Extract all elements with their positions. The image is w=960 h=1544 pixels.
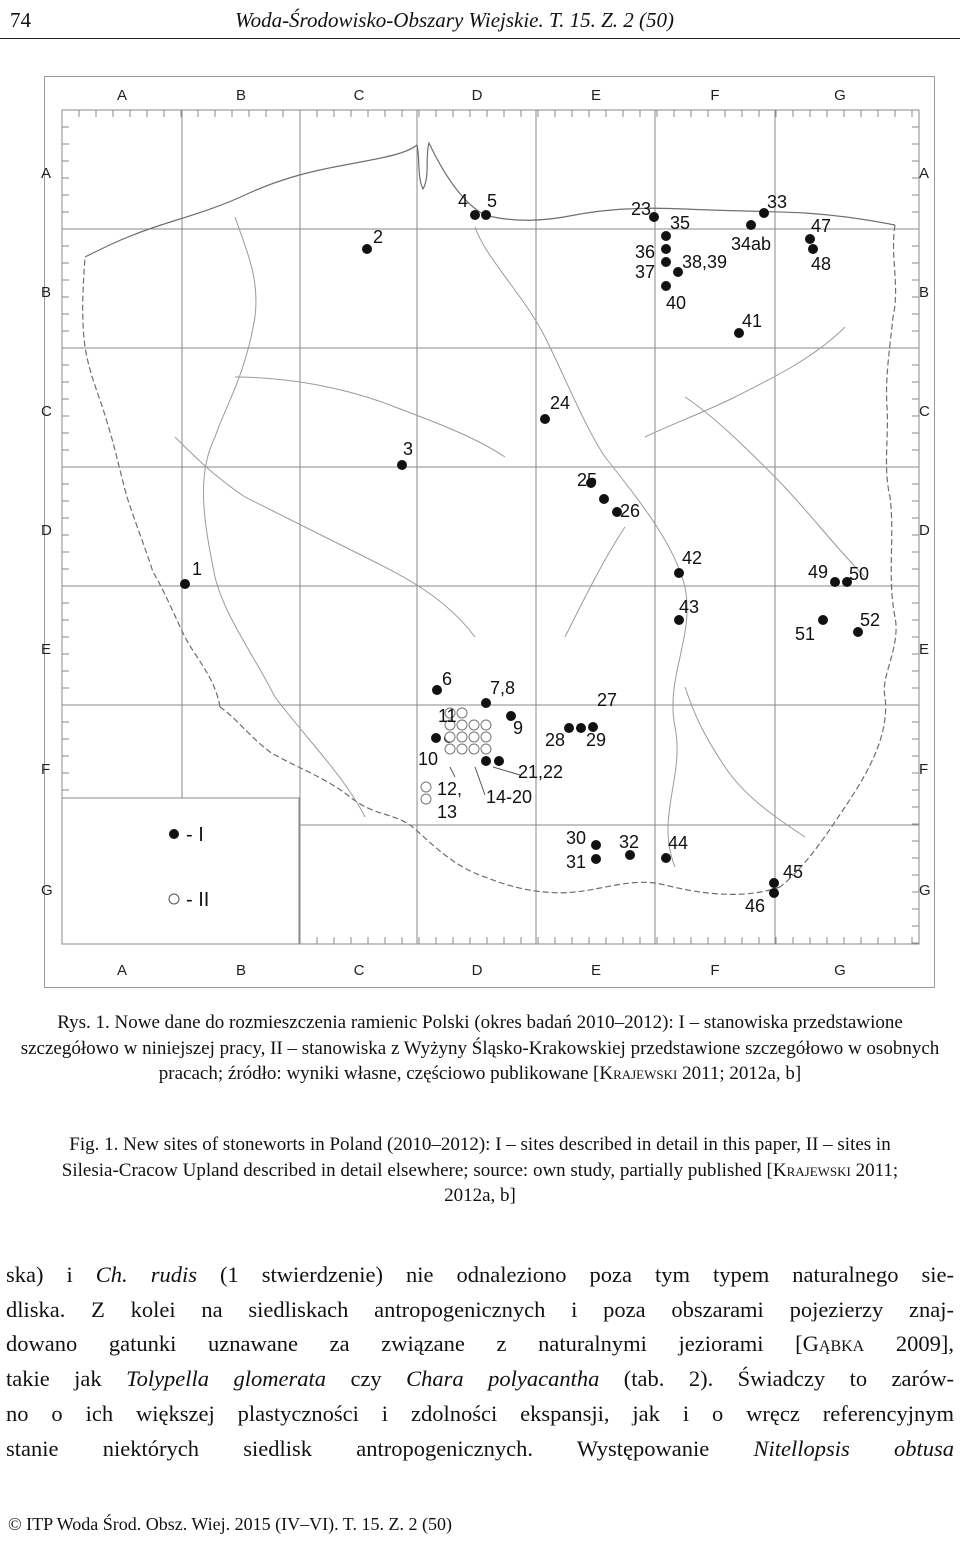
row-letter-right: E (919, 641, 930, 658)
site-label: 48 (811, 254, 832, 274)
journal-title: Woda-Środowisko-Obszary Wiejskie. T. 15. Z. 2 (50) (235, 8, 675, 32)
site-label: 1 (192, 559, 203, 579)
col-letter-bottom: C (353, 962, 365, 979)
site-marker-type-i (180, 579, 190, 589)
site-label: 40 (666, 293, 687, 313)
col-letter-top: C (353, 87, 365, 104)
river-san (685, 687, 805, 837)
site-marker-type-i (540, 414, 550, 424)
site-marker-type-i (362, 244, 372, 254)
site-label: 13 (437, 802, 458, 822)
site-marker-type-i (769, 878, 779, 888)
site-marker-type-ii (457, 732, 467, 742)
body-line-2: dliska. Z kolei na siedliskach antropogenicznych i poza obszarami pojezierzy znaj- (6, 1296, 954, 1322)
site-label: 27 (597, 690, 618, 710)
site-label: 24 (550, 393, 571, 413)
col-letter-top: B (235, 87, 247, 104)
site-label: 42 (682, 548, 703, 568)
page-header (0, 0, 960, 39)
body-line-5: no o ich większej plastyczności i zdolności ekspansji, jak i o wręcz referencyjnym (6, 1400, 954, 1426)
site-label: 2 (373, 227, 384, 247)
site-marker-type-ii (469, 744, 479, 754)
caption-en-text: New sites of stoneworts in Poland (2010–2012): I – sites described in detail in this paper, II – sites in Silesia-Cracow Upland described in detail elsewhere; source: own study, partially published [ (61, 1134, 891, 1181)
site-marker-type-i (661, 281, 671, 291)
site-marker-type-i (661, 244, 671, 254)
site-label: 37 (635, 262, 656, 282)
site-label: 41 (742, 311, 763, 331)
body-line-1: ska) i Ch. rudis (1 stwierdzenie) nie odnaleziono poza tym typem naturalnego sie- (6, 1262, 954, 1287)
col-letter-top: F (710, 87, 720, 104)
page-number: 74 (10, 8, 31, 32)
site-label: 9 (513, 718, 524, 738)
site-label: 46 (745, 896, 766, 916)
site-label: 30 (566, 828, 587, 848)
site-label: 23 (631, 199, 652, 219)
leader-line (493, 767, 520, 775)
legend-label-type-i: - I (186, 824, 204, 846)
col-letter-bottom: G (834, 962, 846, 979)
site-label: 32 (619, 832, 640, 852)
site-label: 21,22 (518, 762, 564, 782)
row-letter-right: B (919, 284, 930, 301)
site-label: 25 (577, 470, 598, 490)
row-letter-right: F (919, 761, 929, 778)
row-letter-right: G (919, 882, 931, 899)
site-label: 36 (635, 242, 656, 262)
caption-en-label: Fig. 1. (69, 1134, 119, 1155)
caption-pl-label: Rys. 1. (57, 1012, 110, 1033)
site-marker-type-ii (469, 720, 479, 730)
site-marker-type-i (599, 494, 609, 504)
site-marker-type-i (746, 220, 756, 230)
site-marker-type-i (830, 577, 840, 587)
site-marker-type-i (591, 854, 601, 864)
site-label: 51 (795, 624, 816, 644)
site-marker-type-ii (421, 794, 431, 804)
body-line-3: dowano gatunki uznawane za związane z naturalnymi jeziorami [Gąbka 2009], (6, 1331, 954, 1357)
site-marker-type-ii (469, 732, 479, 742)
site-label: 35 (670, 213, 691, 233)
site-marker-type-i (576, 723, 586, 733)
copyright-footer: © ITP Woda Środ. Obsz. Wiej. 2015 (IV–VI). T. 15. Z. 2 (50) (8, 1514, 452, 1534)
river-narew (645, 327, 845, 437)
site-marker-type-i (591, 840, 601, 850)
river-notec (235, 377, 505, 457)
eastern-border (780, 225, 896, 887)
site-marker-type-i (818, 615, 828, 625)
site-marker-type-i (481, 756, 491, 766)
site-marker-type-i (481, 698, 491, 708)
site-label: 31 (566, 852, 587, 872)
body-text (6, 1258, 954, 1466)
caption-en-author: Krajewski (772, 1159, 851, 1181)
site-marker-type-i (432, 685, 442, 695)
row-letter-left: B (41, 284, 52, 301)
site-label: 11 (438, 706, 457, 726)
col-letter-bottom: F (710, 962, 720, 979)
row-letter-left: A (41, 165, 52, 182)
col-letter-top: D (471, 87, 483, 104)
site-marker-type-ii (481, 732, 491, 742)
caption-pl-author: Krajewski (599, 1063, 678, 1084)
row-letter-left: F (41, 761, 51, 778)
row-letter-left: E (41, 641, 52, 658)
site-label: 52 (860, 610, 881, 630)
caption-pl (0, 1010, 960, 1087)
legend-marker-filled (169, 829, 179, 839)
site-label: 50 (849, 564, 870, 584)
leader-line (450, 767, 455, 777)
site-marker-type-i (397, 460, 407, 470)
site-label: 3 (403, 439, 414, 459)
body-line-6: stanie niektórych siedlisk antropogenicznych. Występowanie Nitellopsis obtusa (6, 1435, 954, 1461)
row-letter-right: A (919, 165, 930, 182)
col-letter-top: E (590, 87, 602, 104)
site-label: 43 (679, 597, 700, 617)
site-marker-type-i (564, 723, 574, 733)
site-marker-type-ii (445, 744, 455, 754)
caption-en-refs: 2011; 2012a, b] (444, 1159, 899, 1206)
site-label: 45 (783, 862, 804, 882)
site-marker-type-i (808, 244, 818, 254)
site-marker-type-ii (445, 732, 455, 742)
western-border (83, 257, 220, 707)
site-label: 10 (418, 749, 439, 769)
site-marker-type-i (769, 888, 779, 898)
row-letter-left: D (41, 522, 52, 539)
site-marker-type-i (431, 733, 441, 743)
site-label: 12, (437, 779, 463, 799)
site-label: 5 (487, 191, 498, 211)
distribution-map (41, 77, 936, 989)
legend-marker-open (169, 894, 179, 904)
row-letter-right: D (919, 522, 930, 539)
body-line-4: takie jak Tolypella glomerata czy Chara polyacantha (tab. 2). Świadczy to zarów- (6, 1366, 955, 1392)
site-marker-type-ii (481, 744, 491, 754)
site-label: 7,8 (490, 678, 516, 698)
site-label: 38,39 (682, 252, 728, 272)
site-marker-type-ii (457, 720, 467, 730)
row-letter-left: G (41, 882, 53, 899)
site-label: 14-20 (486, 787, 533, 807)
site-marker-type-ii (457, 744, 467, 754)
site-label: 26 (620, 501, 641, 521)
site-marker-type-i (661, 853, 671, 863)
site-marker-type-i (481, 210, 491, 220)
site-marker-type-i (674, 568, 684, 578)
col-letter-bottom: B (235, 962, 247, 979)
map-figure (41, 76, 935, 988)
row-letter-left: C (41, 403, 52, 420)
legend-label-type-ii: - II (186, 889, 210, 911)
site-label: 34ab (731, 234, 772, 254)
site-label: 49 (808, 562, 829, 582)
site-marker-type-i (494, 756, 504, 766)
col-letter-bottom: A (116, 962, 128, 979)
river-pilica (565, 527, 625, 637)
site-marker-type-ii (481, 720, 491, 730)
caption-pl-refs: 2011; 2012a, b] (677, 1063, 802, 1084)
caption-en (0, 1132, 960, 1209)
row-letter-right: C (919, 403, 930, 420)
legend (62, 798, 299, 944)
site-label: 29 (586, 730, 607, 750)
site-marker-type-ii (421, 782, 431, 792)
site-label: 44 (668, 833, 689, 853)
leader-line (475, 767, 485, 795)
site-marker-type-i (470, 210, 480, 220)
site-label: 47 (811, 216, 832, 236)
site-marker-type-ii (457, 708, 467, 718)
site-label: 28 (545, 730, 566, 750)
col-letter-bottom: D (471, 962, 483, 979)
site-marker-type-i (661, 257, 671, 267)
site-label: 6 (442, 669, 453, 689)
col-letter-top: A (116, 87, 128, 104)
site-label: 33 (767, 192, 788, 212)
site-label: 4 (458, 191, 469, 211)
caption-pl-text: Nowe dane do rozmieszczenia ramienic Polski (okres badań 2010–2012): I – stanowiska przedstawione szczegółowo w niniejszej pracy, II – stanowiska z Wyżyny Śląsko-Krakowskiej przedstawione szczegółowo w osobnych pracach; źródło: wyniki własne, częściowo publikowane [ (20, 1012, 940, 1084)
col-letter-bottom: E (590, 962, 602, 979)
col-letter-top: G (834, 87, 846, 104)
